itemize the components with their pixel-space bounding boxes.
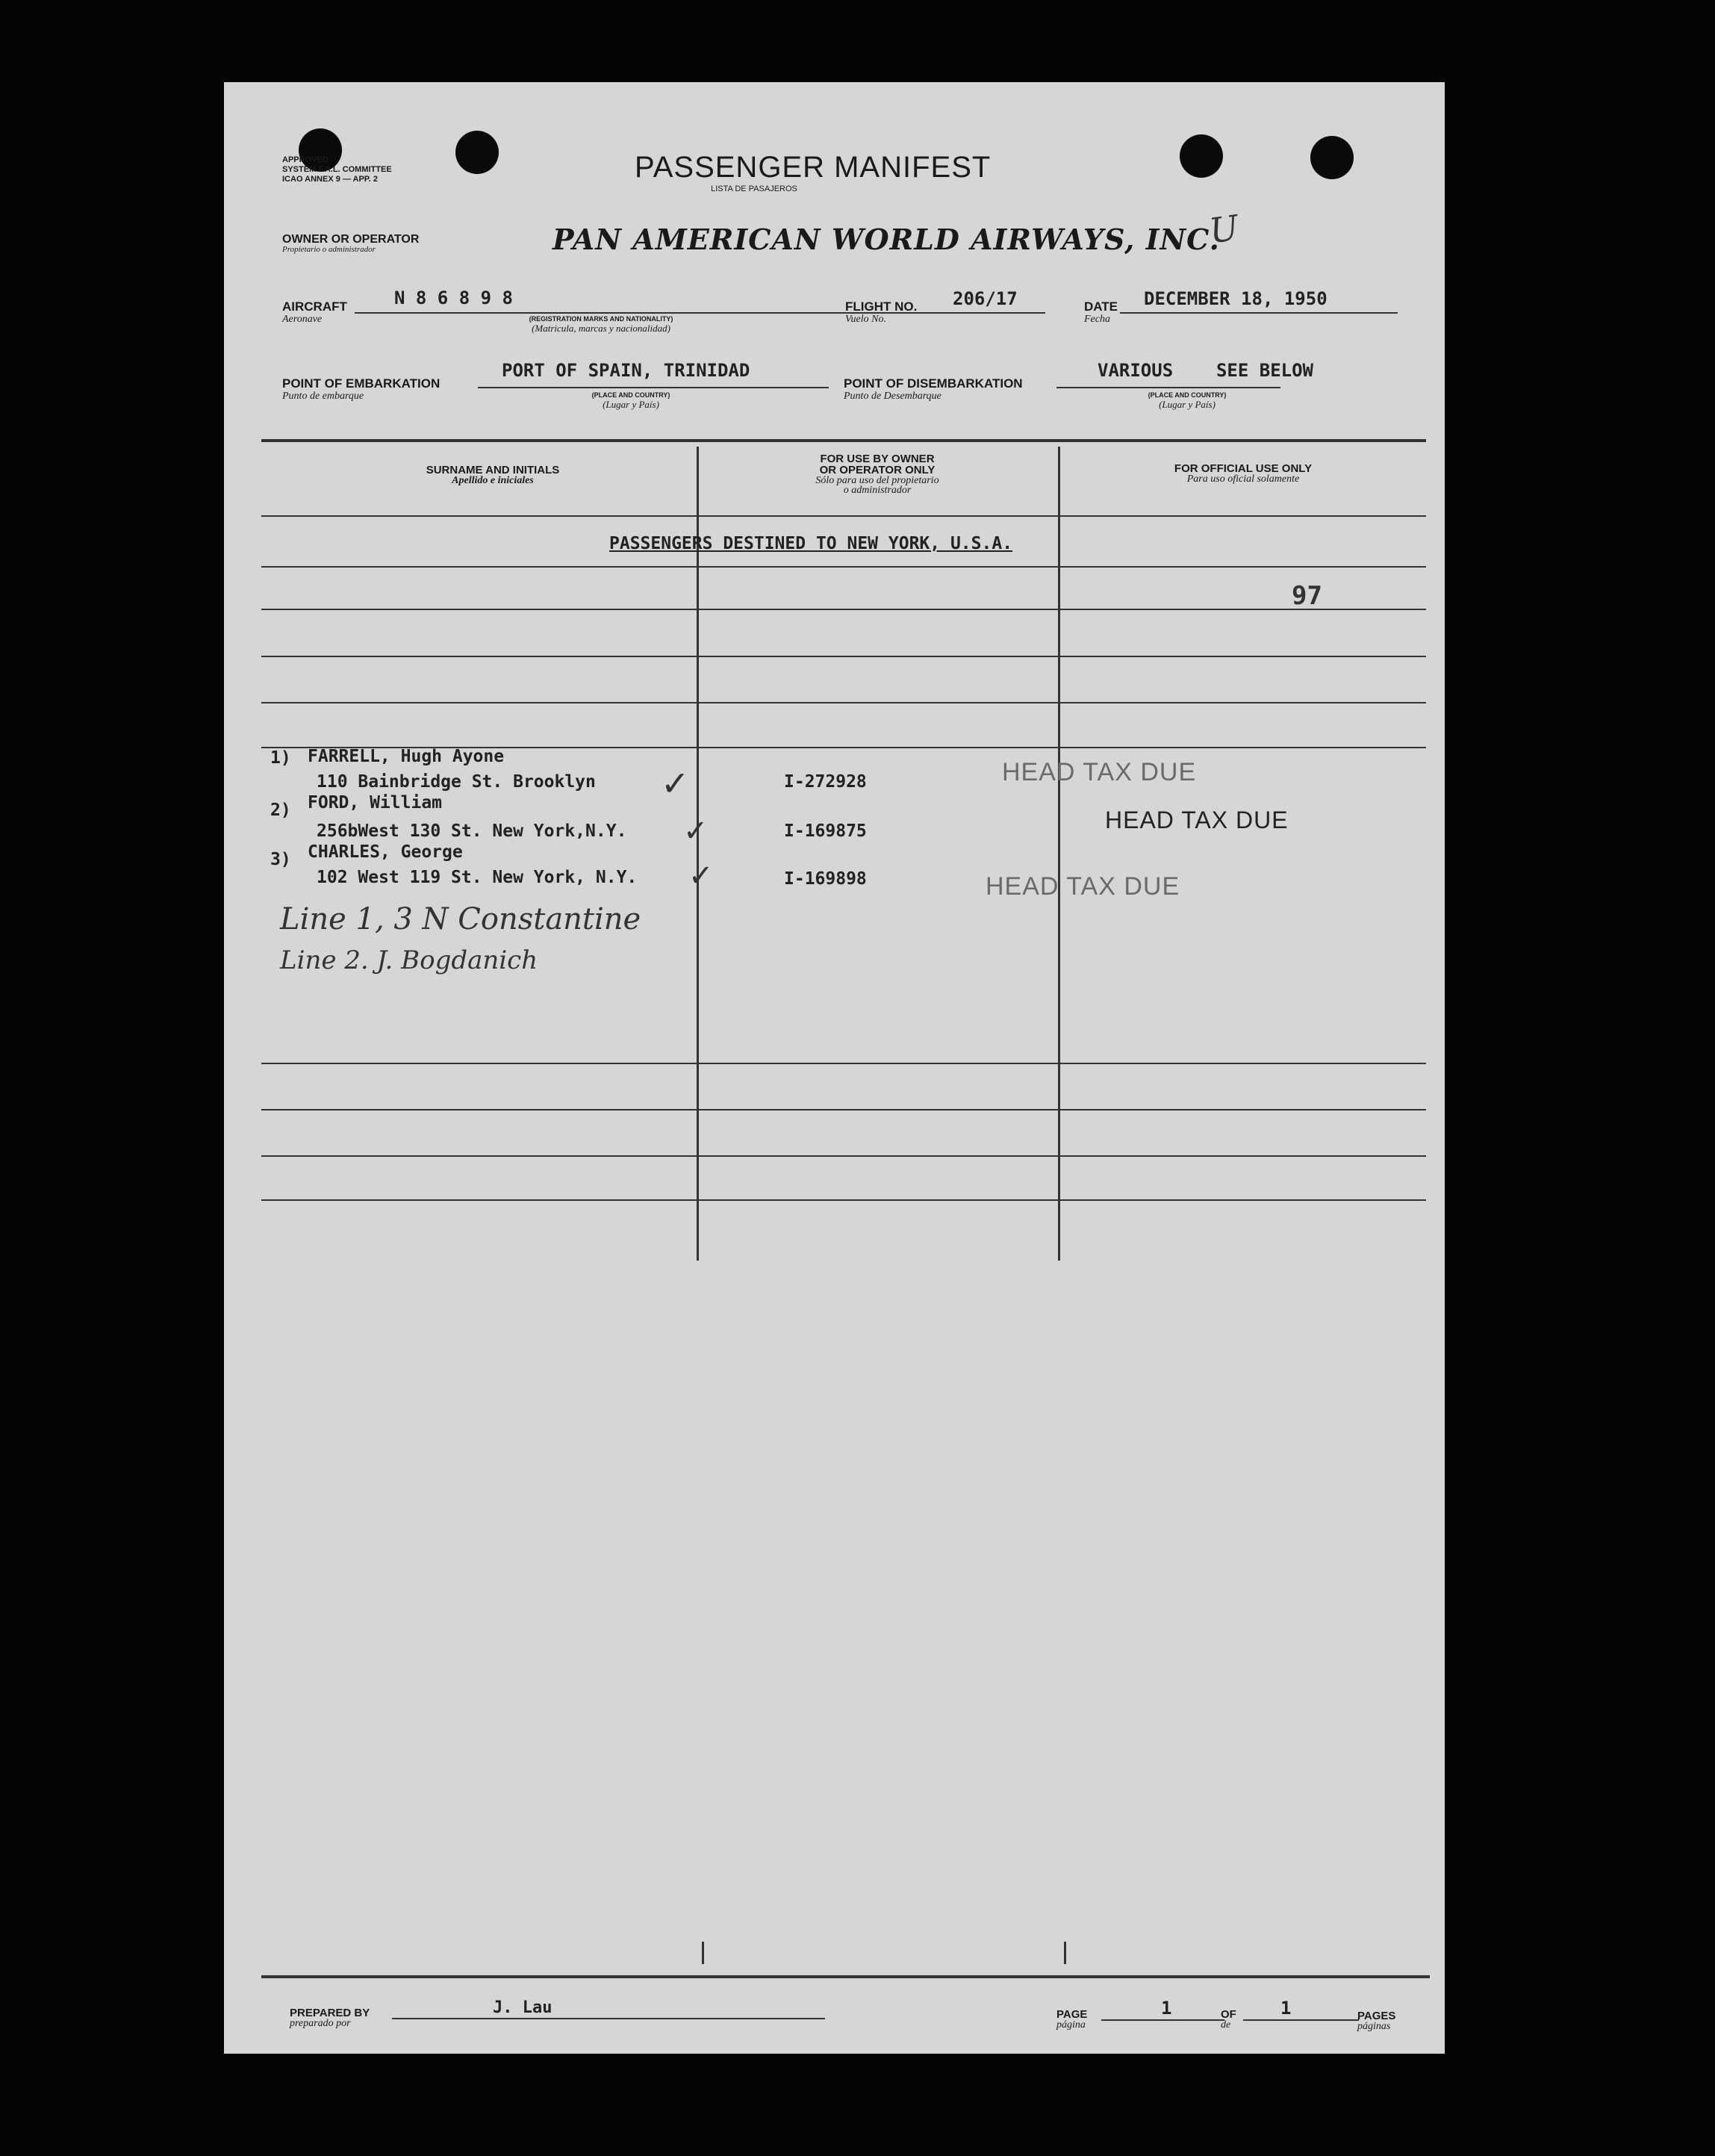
of-value: 1 [1280,1998,1292,2019]
disembarkation-note-es: (Lugar y País) [1159,399,1216,410]
column-header-surname-label: SURNAME AND INITIALS [426,464,560,476]
manifest-sheet [224,82,1445,2054]
column-header-official-label: FOR OFFICIAL USE ONLY [1174,462,1313,475]
embarkation-label: POINT OF EMBARKATION [282,376,441,391]
page-value: 1 [1161,1998,1172,2019]
handwritten-line-2: Line 2. J. Bogdanich [280,945,538,975]
punch-hole-right-1 [1180,134,1223,178]
passenger-1-stamp: HEAD TAX DUE [1002,758,1197,786]
destination-heading: PASSENGERS DESTINED TO NEW YORK, U.S.A. [609,534,1013,553]
page-label-block [1056,2009,1087,2030]
footer-tick-1 [702,1942,704,1964]
passenger-1-number: 1) [270,748,291,768]
prepared-label-es: preparado por [290,2018,351,2029]
corner-mark: U [1207,207,1242,252]
punch-hole-right-2 [1310,136,1354,179]
approval-block [282,155,392,184]
handwritten-line-1: Line 1, 3 N Constantine [280,902,641,936]
passenger-2-address: 256bWest 130 St. New York,N.Y. [317,821,627,841]
date-value: DECEMBER 18, 1950 [1144,288,1328,309]
table-row-rule-5 [261,702,1426,703]
pages-label-block [1357,2010,1395,2031]
disembarkation-underline [1056,387,1280,388]
table-row-rule-1 [261,515,1426,517]
table-row-rule-3 [261,609,1426,610]
pages-label-es: páginas [1357,2021,1391,2032]
operator-label-es: Propietario o administrador [282,245,376,254]
date-label-block [1084,300,1118,325]
disembarkation-note: (PLACE AND COUNTRY) [1148,391,1227,399]
of-underline [1243,2019,1359,2021]
passenger-1-name: FARRELL, Hugh Ayone [308,747,505,766]
operator-name: PAN AMERICAN WORLD AIRWAYS, INC. [553,223,1220,256]
date-label-es: Fecha [1084,314,1110,325]
table-row-rule-4 [261,656,1426,657]
passenger-1-address: 110 Bainbridge St. Brooklyn [317,772,596,792]
table-row-rule-7 [261,1063,1426,1064]
column-divider-2 [1058,447,1060,1261]
passenger-3-checkmark: ✓ [688,859,714,893]
disembarkation-note-block [1112,391,1262,409]
column-header-operator-label-1: FOR USE BY OWNER [820,453,935,465]
pages-label: PAGES [1357,2010,1396,2022]
aircraft-value: N 8 6 8 9 8 [394,288,513,308]
table-row-rule-8 [261,1109,1426,1110]
page-label: PAGE [1056,2008,1088,2021]
aircraft-label-es: Aeronave [282,314,323,325]
embarkation-label-block [282,377,440,402]
date-label: DATE [1084,299,1118,314]
approval-line-3: ICAO ANNEX 9 — APP. 2 [282,175,378,184]
prepared-value: J. Lau [493,1998,553,2017]
aircraft-note-block [478,315,724,333]
form-title-es: LISTA DE PASAJEROS [711,184,797,193]
passenger-2-name: FORD, William [308,793,443,813]
column-header-surname-es: Apellido e iniciales [452,475,534,486]
column-divider-1 [697,447,699,1261]
aircraft-note: (REGISTRATION MARKS AND NATIONALITY) [529,315,673,323]
passenger-2-stamp: HEAD TAX DUE [1105,807,1289,833]
table-row-rule-9 [261,1155,1426,1157]
embarkation-note-block [556,391,706,409]
approval-line-2: SYSTEM F.A.L. COMMITTEE [282,165,392,174]
footer-rule [261,1975,1430,1978]
date-underline [1120,312,1398,314]
passenger-3-name: CHARLES, George [308,842,463,862]
table-top-rule [261,439,1426,442]
passenger-3-id: I-169898 [784,869,867,889]
aircraft-underline [355,312,1045,314]
table-row-rule-2 [261,566,1426,568]
passenger-2-number: 2) [270,801,291,820]
flight-label: FLIGHT NO. [845,299,918,314]
disembarkation-label: POINT OF DISEMBARKATION [844,376,1023,391]
disembarkation-value: VARIOUS SEE BELOW [1098,360,1313,381]
page-label-es: página [1056,2019,1086,2031]
column-header-operator [702,453,1053,495]
of-label-es: de [1221,2019,1231,2031]
prepared-label-block [290,2007,370,2028]
passenger-1-id: I-272928 [784,772,867,792]
embarkation-value: PORT OF SPAIN, TRINIDAD [502,360,750,381]
form-title: PASSENGER MANIFEST [635,151,992,184]
approval-line-1: APPROVED [282,155,329,164]
of-label: OF [1221,2008,1236,2021]
passenger-2-id: I-169875 [784,821,867,841]
passenger-2-checkmark: ✓ [683,814,709,848]
footer-tick-2 [1064,1942,1066,1964]
page-underline [1101,2019,1224,2021]
embarkation-note-es: (Lugar y País) [603,399,659,410]
prepared-underline [392,2018,825,2019]
passenger-3-stamp: HEAD TAX DUE [986,872,1180,901]
disembarkation-label-block [844,377,1023,402]
column-header-surname [299,465,687,485]
table-row-rule-10 [261,1199,1426,1201]
passenger-3-address: 102 West 119 St. New York, N.Y. [317,868,638,887]
passenger-1-checkmark: ✓ [661,763,690,804]
embarkation-note: (PLACE AND COUNTRY) [591,391,670,399]
column-header-operator-label-2: OR OPERATOR ONLY [819,464,936,476]
flight-label-es: Vuelo No. [845,314,886,325]
operator-label: OWNER OR OPERATOR [282,233,420,246]
column-header-official-es: Para uso oficial solamente [1186,473,1300,485]
aircraft-note-es: (Matricula, marcas y nacionalidad) [532,323,670,334]
column-header-operator-es-2: o administrador [843,485,912,496]
form-title-block [635,151,992,194]
aircraft-label-block [282,300,347,325]
prepared-label: PREPARED BY [290,2007,370,2019]
flight-label-block [845,300,917,325]
passenger-3-number: 3) [270,850,291,869]
disembarkation-label-es: Punto de Desembarque [844,391,941,402]
flight-value: 206/17 [953,288,1018,309]
aircraft-label: AIRCRAFT [282,299,347,314]
column-header-operator-es-1: Sólo para uso del propietario [815,475,939,486]
official-number: 97 [1292,581,1322,611]
operator-label-block [282,234,419,255]
embarkation-label-es: Punto de embarque [282,391,364,402]
of-label-block [1221,2009,1236,2030]
punch-hole-left-2 [455,131,499,174]
column-header-official [1064,463,1422,484]
embarkation-underline [478,387,829,388]
